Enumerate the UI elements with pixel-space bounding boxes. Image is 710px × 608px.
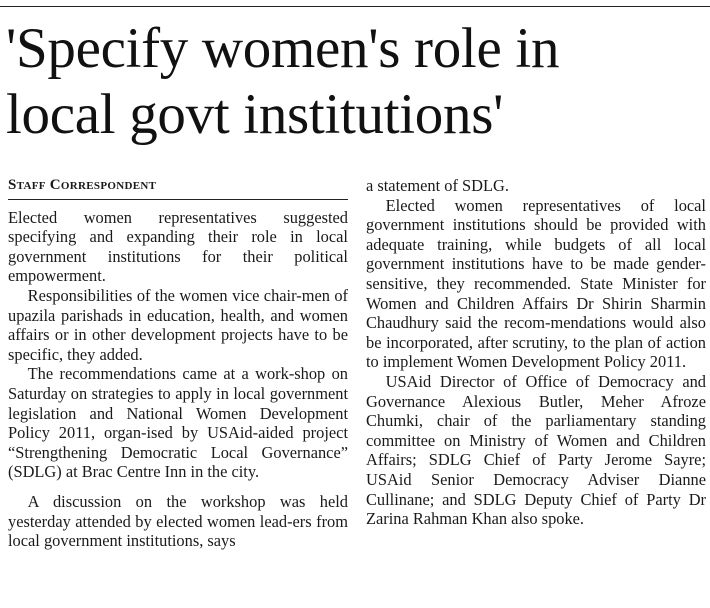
headline-line-2: local govt institutions': [6, 83, 504, 146]
byline: Staff Correspondent: [8, 176, 348, 200]
column-left: [8, 176, 348, 551]
paragraph-3: The recommendations came at a work-shop on Saturday on strategies to apply in local government legislation and National Women Development Policy 2011, organ-ised by USAid-aided project “Strengthening Democratic Local Governance” (SDLG) at Brac Centre Inn in the city.: [8, 364, 348, 482]
paragraph-2: Responsibilities of the women vice chair-men of upazila parishads in education, health, and women affairs or in other development projects have to be specific, they added.: [8, 285, 348, 364]
headline: [6, 16, 706, 148]
headline-line-1: 'Specify women's role in: [6, 17, 560, 80]
column-right: [366, 176, 706, 529]
paragraph-4-continued: a statement of SDLG.: [366, 176, 509, 195]
paragraph-5: Elected women representatives of local government institutions should be provided with adequate training, while budgets of all local government institutions have to be made gender-sensitive, they recommended. State Minister for Women and Children Affairs Dr Shirin Sharmin Chaudhury said the recom-mendations would also be incorporated, after scrutiny, to the plan of action to implement Women Development Policy 2011.: [366, 195, 706, 372]
paragraph-4: A discussion on the workshop was held yesterday attended by elected women lead-ers from local government institutions, says: [8, 491, 348, 551]
top-rule: [0, 6, 710, 7]
paragraph-6: USAid Director of Office of Democracy and Governance Alexious Butler, Meher Afroze Chumki, chair of the parliamentary standing committee on Ministry of Women and Children Affairs; SDLG Chief of Party Jerome Sayre; USAid Senior Democracy Adviser Dianne Cullinane; and SDLG Deputy Chief of Party Dr Zarina Rahman Khan also spoke.: [366, 371, 706, 529]
paragraph-1: Elected women representatives suggested specifying and expanding their role in local government institutions for their political empowerment.: [8, 207, 348, 286]
